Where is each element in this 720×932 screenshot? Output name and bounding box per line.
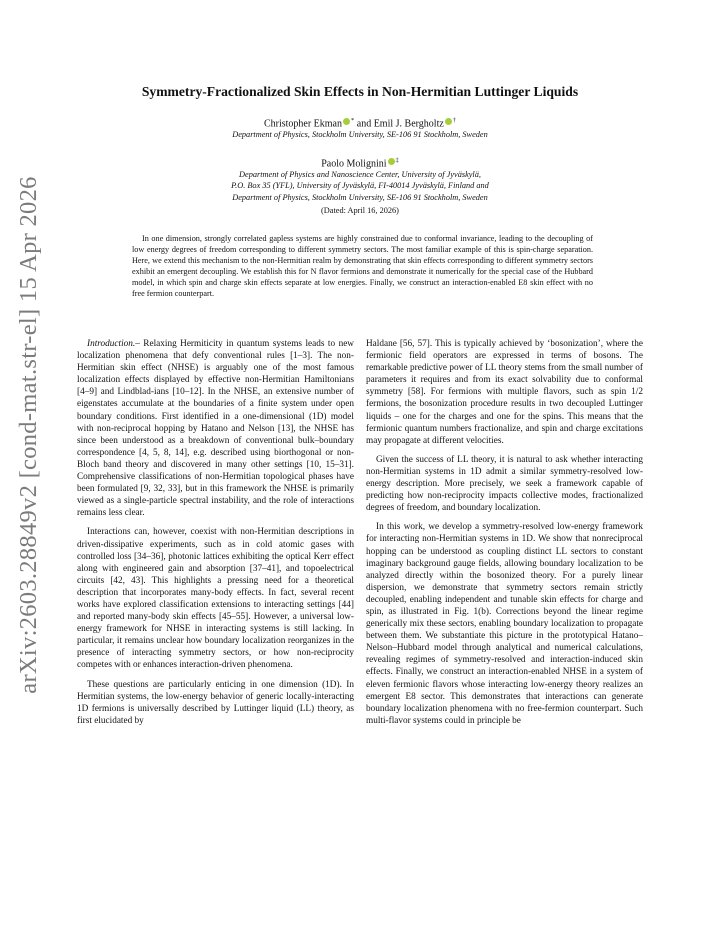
paragraph xyxy=(77,338,354,519)
affiliation-line: Department of Physics, Stockholm University, SE-106 91 Stockholm, Sweden xyxy=(232,192,488,202)
orcid-icon[interactable] xyxy=(388,158,395,165)
arxiv-identifier: arXiv:2603.28849v2 [cond-mat.str-el] 15 Apr 2026 xyxy=(15,176,42,694)
author-line-1 xyxy=(0,117,720,129)
author-name: Paolo Molignini xyxy=(321,158,387,170)
author-line-2 xyxy=(0,157,720,169)
paragraph-text: Relaxing Hermiticity in quantum systems leads to new localization phenomena that defy conventional rules [1–3]. The non-Hermitian skin effect (NHSE) is arguably one of the most famous localization effects displayed by effective non-Hermitian Hamiltonians [4–9] and Lindblad-ians [10–12]. In the NHSE, an extensive number of eigenstates accumulate at the boundaries of a finite system under open boundary conditions. First identified in a one-dimensional (1D) model with non-reciprocal hopping by Hatano and Nelson [13], the NHSE has since been understood as a breakdown of conventional bulk–boundary correspondence [4, 5, 8, 14], e.g. described using biorthogonal or non-Bloch band theory and discovered in many other settings [10, 15–31]. Comprehensive classifications of non-Hermitian topological phases have been formulated [9, 32, 33], but in this framework the NHSE is primarily viewed as a single-particle spectral instability, and the role of interactions remains less clear. xyxy=(77,339,354,519)
section-lead: Introduction.– xyxy=(87,339,144,349)
paragraph: In this work, we develop a symmetry-resolved low-energy framework for interacting non-Hermitian systems in 1D. We show that nonreciprocal hopping can be understood as coupling distinct LL sectors to constant imaginary background gauge fields, allowing boundary localization to be analyzed directly within the bosonized theory. For a purely linear dispersion, we demonstrate that symmetry sectors remain strictly decoupled, enabling independent and tunable skin effects for charge and spin, as illustrated in Fig. 1(b). Corrections beyond the linear regime generically mix these sectors, enabling boundary localization to propagate between them. We substantiate this picture in the prototypical Hatano–Nelson–Hubbard model through analytical and numerical calculations, revealing regimes of symmetry-resolved and interaction-induced skin effects. Finally, we construct an interaction-enabled NHSE in a system of eleven fermionic flavors whose interacting low-energy theory realizes an emergent E8 sector. This demonstrates that interactions can generate boundary localization phenomena with no free-fermion counterpart. Such multi-flavor systems could in principle be xyxy=(366,522,643,726)
arxiv-sidebar-stamp xyxy=(14,176,44,694)
paragraph: Given the success of LL theory, it is natural to ask whether interacting non-Hermitian systems in 1D admit a similar symmetry-resolved low-energy description. More precisely, we seek a framework capable of predicting how non-reciprocity impacts collective modes, fractionalized degrees of freedom, and boundary localization. xyxy=(366,454,643,514)
affiliation: Department of Physics, Stockholm University, SE-106 91 Stockholm, Sweden xyxy=(232,130,488,139)
paragraph: These questions are particularly enticing in one dimension (1D). In Hermitian systems, the low-energy behavior of generic locally-interacting 1D fermions is universally described by Luttinger liquid (LL) theory, as first elucidated by xyxy=(77,679,354,726)
right-column xyxy=(366,338,643,734)
paper-title: Symmetry-Fractionalized Skin Effects in Non-Hermitian Luttinger Liquids xyxy=(141,84,579,99)
footnote-marker: † xyxy=(452,117,457,124)
left-column xyxy=(77,338,354,734)
affiliation-line: Department of Physics and Nanoscience Center, University of Jyväskylä, xyxy=(239,170,481,179)
dated-line: (Dated: April 16, 2026) xyxy=(321,206,399,215)
author-name: Emil J. Bergholtz xyxy=(373,118,444,130)
affiliation-line: P.O. Box 35 (YFL), University of Jyväskylä, FI-40014 Jyväskylä, Finland and xyxy=(231,181,489,191)
affiliation-block xyxy=(0,169,720,203)
author-name: Christopher Ekman xyxy=(263,118,342,130)
orcid-icon[interactable] xyxy=(445,118,452,125)
footnote-marker: ‡ xyxy=(395,157,399,164)
paragraph: Interactions can, however, coexist with non-Hermitian descriptions in driven-dissipative experiments, such as in cold atomic gases with controlled loss [34–36], photonic lattices exhibiting the optical Kerr effect along with engineered gain and absorption [37–41], and topoelectrical circuits [42, 43]. This highlights a pressing need for a theoretical description that incorporates many-body effects. In fact, several recent works have explored classification extensions to interacting settings [44] and reported many-body skin effects [45–55]. However, a universal low-energy framework for NHSE in interacting systems is still lacking. In particular, it remains unclear how boundary localization reorganizes in the presence of interacting symmetry sectors, or how non-reciprocity competes with or enhances interaction-driven phenomena. xyxy=(77,527,354,671)
author-conjunction: and xyxy=(354,118,374,130)
paragraph: Haldane [56, 57]. This is typically achieved by ‘bosonization’, where the fermionic field operators are expressed in terms of bosons. The remarkable predictive power of LL theory stems from the small number of parameters it requires and from its exact solvability due to conformal symmetry [58]. For fermions with multiple flavors, such as spin 1/2 fermions, the bosonization procedure results in two decoupled Luttinger liquids – one for the charges and one for the spins. This means that the fermionic quantum numbers fractionalize, and spin and charge excitations may propagate at different velocities. xyxy=(366,339,643,446)
abstract: In one dimension, strongly correlated gapless systems are highly constrained due to conformal invariance, leading to the decoupling of low energy degrees of freedom corresponding to different symmetry sectors. The most familiar example of this is spin-charge separation. Here, we extend this mechanism to the non-Hermitian realm by demonstrating that skin effects corresponding to different symmetry sectors exhibit an emergent decoupling. We establish this for N flavor fermions and demonstrate it numerically for the special case of the Hubbard model, in which spin and charge skin effects separate at low energies. Finally, we construct an interaction-enabled E8 skin effect with no free fermion counterpart. xyxy=(132,234,593,298)
footnote-marker: * xyxy=(351,117,355,124)
orcid-icon[interactable] xyxy=(343,118,350,125)
